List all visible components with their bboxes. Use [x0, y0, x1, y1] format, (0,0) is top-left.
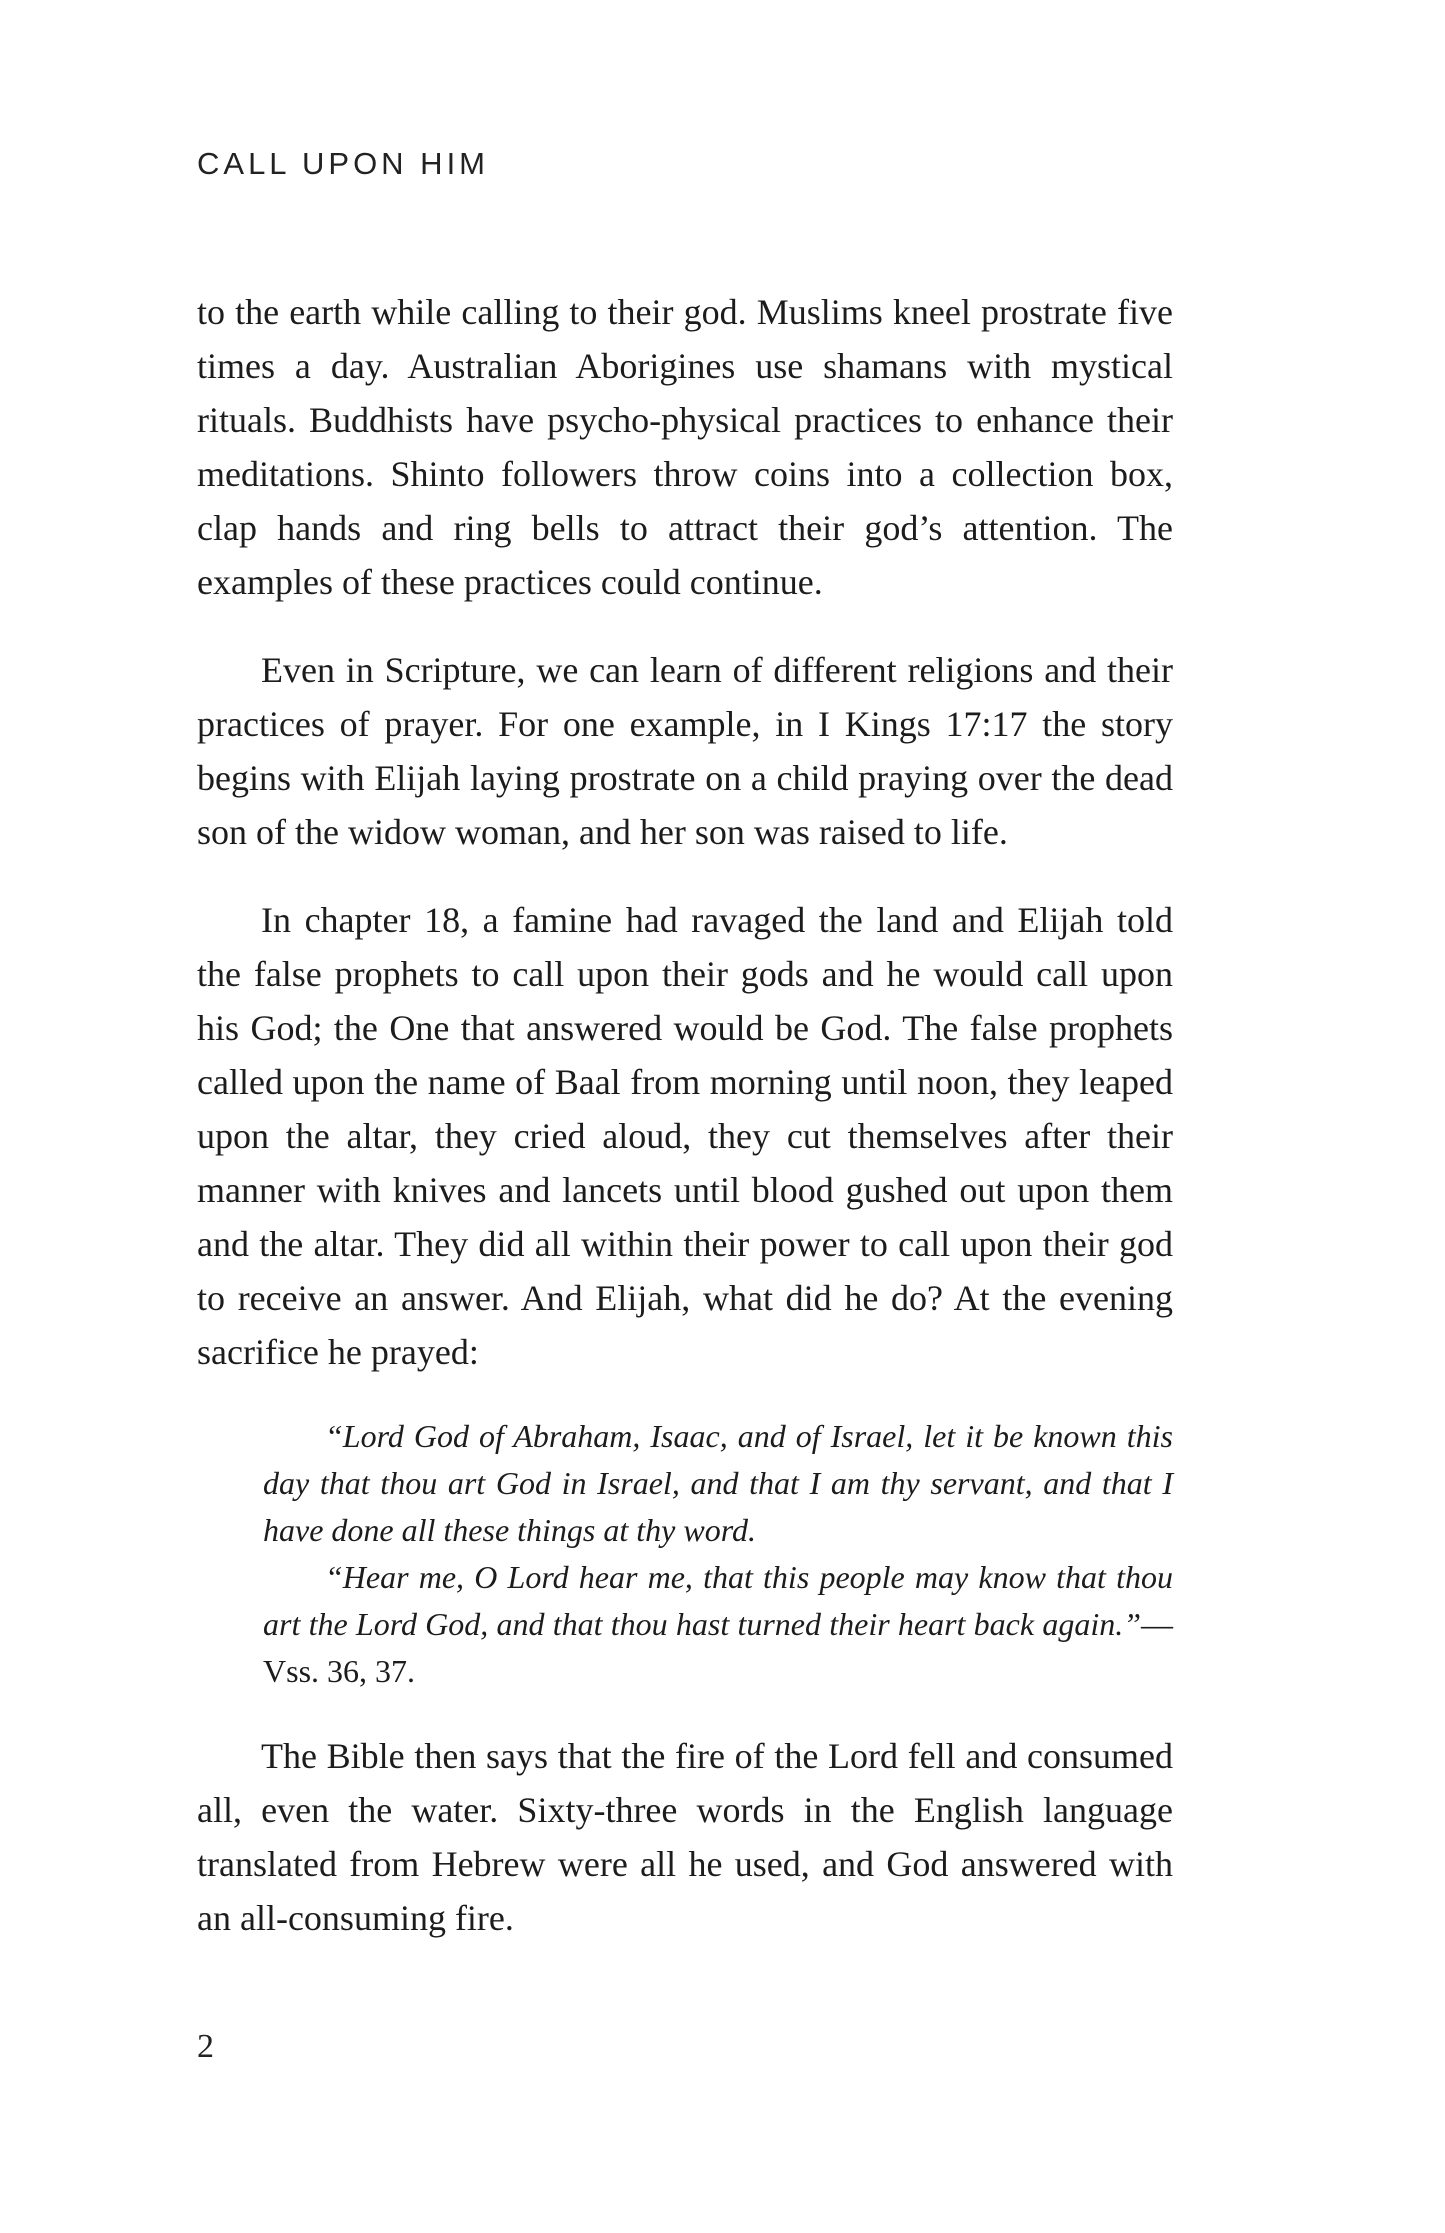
body-text — [197, 285, 1173, 1945]
paragraph-chapter-18: In chapter 18, a famine had ravaged the land and Elijah told the false prophets to call upon their gods and he would call upon his God; the One that answered would be God. The false prophets called upon the name of Baal from morning until noon, they leaped upon the altar, they cried aloud, they cut themselves after their manner with knives and lancets until blood gushed out upon them and the altar. They did all within their power to call upon their god to receive an answer. And Elijah, what did he do? At the evening sacrifice he prayed: — [197, 900, 1173, 1372]
paragraph-scripture-example: Even in Scripture, we can learn of different religions and their practices of prayer. For one example, in I Kings 17:17 the story begins with Elijah laying prostrate on a child praying over the dead son of the widow woman, and her son was raised to life. — [197, 650, 1173, 852]
quote-verse-37-text: “Hear me, O Lord hear me, that this people may know that thou art the Lord God, and that thou hast turned their heart back again.” — [263, 1559, 1173, 1642]
quote-verse-37 — [263, 1554, 1173, 1695]
running-head: CALL UPON HIM — [197, 146, 490, 181]
quote-verse-36: “Lord God of Abraham, Isaac, and of Israel, let it be known this day that thou art God in Israel, and that I am thy servant, and that I have done all these things at thy word. — [263, 1418, 1173, 1548]
page-number: 2 — [197, 2028, 214, 2065]
paragraph-closing: The Bible then says that the fire of the Lord fell and consumed all, even the water. Sixty-three words in the English language translated from Hebrew were all he used, and God answered with an all-consuming fire. — [197, 1736, 1173, 1938]
paragraph-continuation: to the earth while calling to their god. Muslims kneel prostrate five times a day. Australian Aborigines use shamans with mystical rituals. Buddhists have psycho-physical practices to enhance their meditations. Shinto followers throw coins into a collection box, clap hands and ring bells to attract their god’s attention. The examples of these practices could continue. — [197, 292, 1173, 602]
quote-reference: —Vss. 36, 37. — [263, 1606, 1173, 1689]
block-quote — [263, 1413, 1173, 1695]
